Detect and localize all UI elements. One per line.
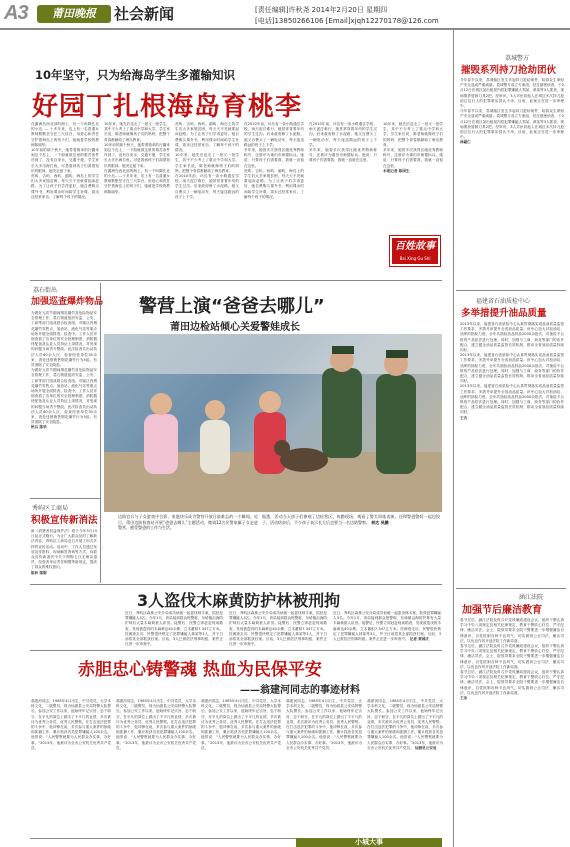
right-divider — [453, 30, 454, 847]
feature-caption-col1 — [118, 514, 258, 550]
lead-paragraph: 10年来，她先后送走了一批又一批学生，其中不少考上了重点中学和大学。学生家长说，陈老师就像孩子们的妈妈，把整个青春都献给了海岛教育。 — [383, 122, 443, 147]
lead-paragraph: 在湄洲岛西北部的海上，有一个叫降孔北的小岛……十多年来，岛上有一名普通女教师默默坚守在三尺讲台，用爱心和责任守护着海岛上的孩子们，她就是学校的教师陈丽华。 — [31, 122, 99, 147]
masthead-rule — [0, 28, 570, 30]
right-low-paragraph: 春节过后，涵江法院及时召开党风廉政建设会议，组织干警认真学习中央八项规定及相关纪律规定，教育干警收心归位、严守纪律、廉洁司法。会上，院领导要求全院干警要进一步增强廉洁自律意识，自觉抵制各种不良风气，切实做到公正司法、廉洁司法，以优良作风开创法院工作新局面。 — [460, 644, 564, 669]
left-mid-tag: 荔石街出 — [33, 287, 58, 294]
theft-rule — [30, 650, 442, 651]
lead-paragraph: 多年来，她曾多次获得区级优秀教师称号，还被评为莆田市师德标兵。她说：只要孩子们需要我，我就一直留在这里。 — [309, 148, 377, 163]
column-logo-pinyin: Bai Xing Gu Shi — [399, 256, 431, 261]
left-low-headline: 积极宣传新消法 — [31, 515, 98, 526]
left-mid-paragraph: 为做好元宵节期间烟花爆竹及危险物品安全管理工作，荔石街道组织安监、公安、工商等部门组成联合检查组，对辖区内烟花爆竹零售点、加油站、液化气站等重点场所开展全面排查。检查中，工作人员详细查看了各单位的安全管理制度、消防器材配备及从业人员持证上岗情况，对发现的问题当场责令整改。此次检查共出动执法人员60余人次，检查经营单位30余家，查处违规销售烟花爆竹行为5起，有效消除了安全隐患。 — [31, 368, 97, 425]
paper-logo-text: 莆田晚报 — [52, 7, 96, 20]
red-story-subhead: ——翁建河同志的事迹材料 — [240, 685, 360, 696]
right-mid-headline: 多举措提升油品质量 — [461, 308, 547, 319]
lead-paragraph: 多年来，她曾多次获得区级优秀教师称号，还被评为莆田市师德标兵。她说：只要孩子们需要我，我就一直留在这里。 — [383, 148, 443, 168]
contact-line: [电话]13850266106 [Email]xjqh12270178@126.com — [255, 17, 439, 25]
left-divider — [100, 283, 101, 583]
footer-banner — [296, 838, 442, 847]
theft-paragraph: 近日，秀屿区森林公安分局成功侦破一起盗伐林木案，抓获犯罪嫌疑人3名。今年1月，该局接到群众报警称，东峤镇沿海防护林有大量木麻黄被人砍伐。接警后，民警立即赶赴现场勘查，发现被盗伐的木麻黄达40余株，立木蓄积7.347立方米。经调查走访，民警很快锁定了犯罪嫌疑人林某等3人，并于日前将其全部抓获归案。目前，3人已被依法刑事拘留，案件正在进一步审查中。 — [125, 611, 223, 647]
theft-byline: 记者 黄国庆 — [409, 637, 429, 642]
feature-photo — [104, 334, 442, 512]
red-paragraph: 翁建河同志，1985年4月出生，中共党员，大学本科文化，二级警员，现为仙游县公安局特警大队警长。参加公安工作以来，他始终牢记宗旨、忠于职守，在平凡的岗位上做出了不平凡的业绩，多次被评为优秀公务员、优秀人民警察。在打击违法犯罪的斗争中，他冲锋在前，多次参与重大案件的侦破和抓捕工作，累计抓获各类犯罪嫌疑人100余名。他常说：“人民警察就要为人民群众办实事、办好事。”2013年，他被评为全市公安机关优秀共产党员。 — [116, 699, 196, 750]
left-low-tag: 秀屿区工商局 — [32, 505, 69, 512]
feature-subhead: 莆田边检站倾心关爱警娃成长 — [170, 322, 300, 333]
child-figure — [144, 393, 178, 474]
red-paragraph: 翁建河同志，1985年4月出生，中共党员，大学本科文化，二级警员，现为仙游县公安局特警大队警长。参加公安工作以来，他始终牢记宗旨、忠于职守，在平凡的岗位上做出了不平凡的业绩，多次被评为优秀公务员、优秀人民警察。在打击违法犯罪的斗争中，他冲锋在前，多次参与重大案件的侦破和抓捕工作，累计抓获各类犯罪嫌疑人100余名。他常说：“人民警察就要为人民群众办实事、办好事。”2013年，他被评为全市公安机关优秀共产党员。 — [201, 699, 281, 750]
lead-kicker: 10年坚守，只为给海岛学生多灌输知识 — [35, 68, 236, 82]
right-top-body — [460, 78, 564, 284]
lead-paragraph: 10年来，她先后送走了一批又一批学生，其中不少考上了重点中学和大学。学生家长说，陈老师就像孩子们的妈妈，把整个青春都献给了海岛教育。 — [104, 122, 170, 142]
theft-body-col1 — [125, 611, 223, 647]
left-mid-paragraph: 为做好元宵节期间烟花爆竹及危险物品安全管理工作，荔石街道组织安监、公安、工商等部门组成联合检查组，对辖区内烟花爆竹零售点、加油站、液化气站等重点场所开展全面排查。检查中，工作人员详细查看了各单位的安全管理制度、消防器材配备及从业人员持证上岗情况，对发现的问题当场责令整改。此次检查共出动执法人员60余人次，检查经营单位30余家，查处违规销售烟花爆竹行为5起，有效消除了安全隐患。 — [31, 311, 97, 368]
red-paragraph: 翁建河同志，1985年4月出生，中共党员，大学本科文化，二级警员，现为仙游县公安局特警大队警长。参加公安工作以来，他始终牢记宗旨、忠于职守，在平凡的岗位上做出了不平凡的业绩，多次被评为优秀公务员、优秀人民警察。在打击违法犯罪的斗争中，他冲锋在前，多次参与重大案件的侦破和抓捕工作，累计抓获各类犯罪嫌疑人100余名。他常说：“人民警察就要为人民群众办实事、办好事。”2013年，他被评为全市公安机关优秀共产党员。 — [367, 699, 443, 750]
feature-caption: 边防官兵与子女游戏中合影，家庭快乐成为警营开放日最难忘的一个瞬间。近日，莆田边防检查站开展“爸爸去哪儿”主题活动，邀请12名民警家属子女走进警营，感受警爸的工作与生活。 — [118, 514, 258, 531]
section-title: 社会新闻 — [114, 5, 175, 23]
left-rule-1 — [30, 280, 442, 281]
lead-paragraph: 在湄洲岛西北部的海上，有一个叫降孔北的小岛……十多年来，岛上有一名普通女教师默默坚守在三尺讲台，用爱心和责任守护着海岛上的孩子们，她就是学校的教师陈丽华。 — [104, 168, 170, 194]
theft-paragraph: 近日，秀屿区森林公安分局成功侦破一起盗伐林木案，抓获犯罪嫌疑人3名。今年1月，该局接到群众报警称，东峤镇沿海防护林有大量木麻黄被人砍伐。接警后，民警立即赶赴现场勘查，发现被盗伐的木麻黄达40余株，立木蓄积7.347立方米。经调查走访，民警很快锁定了犯罪嫌疑人林某等3人，并于日前将其全部抓获归案。目前，3人已被依法刑事拘留，案件正在进一步审查中。 — [333, 611, 441, 642]
lead-byline: 本报记者 陈国生 — [383, 168, 410, 173]
red-byline: 仙游县公安局 — [414, 745, 437, 750]
right-mid-paragraph: 2013年以来，福建省石油质检中心认真贯彻落实成品油质量监管工作要求，多措并举提升全省油品质量。该中心加大对加油站、油库的抽检力度，全年共抽检油品样品2000余批次，对抽检不合格的产品依法进行处理。同时，加强与工商、商务等部门的协作配合，建立健全油品质量监管长效机制，推动全省油品质量持续向好。 — [460, 384, 564, 415]
red-paragraph: 翁建河同志，1985年4月出生，中共党员，大学本科文化，二级警员，现为仙游县公安局特警大队警长。参加公安工作以来，他始终牢记宗旨、忠于职守，在平凡的岗位上做出了不平凡的业绩，多次被评为优秀公务员、优秀人民警察。在打击违法犯罪的斗争中，他冲锋在前，多次参与重大案件的侦破和抓捕工作，累计抓获各类犯罪嫌疑人100余名。他常说：“人民警察就要为人民群众办实事、办好事。”2013年，他被评为全市公安机关优秀共产党员。 — [286, 699, 362, 750]
lead-headline: 好园丁扎根海岛育桃李 — [32, 92, 303, 122]
theft-body-col3 — [333, 611, 441, 647]
mid-rule — [30, 584, 442, 585]
lead-paragraph: 虎屿、吉屿、西屿、湄屿，海岛上的学生们大多家境贫困，每天天不亮就要起床赶路。为了让孩子们学得更好，她自费购买课外书，利用课余时间给学生补课，周末还经常家访，了解每个孩子的情况。 — [244, 168, 304, 199]
column-logo-title: 百姓故事 — [395, 241, 435, 252]
red-body-col2 — [116, 699, 196, 834]
red-body-col1 — [31, 699, 111, 834]
lead-paragraph: 在2010年前，环岛有一条小路通往学校，雨天泥泞难行，她常常背着年幼的学生过沟。后来政府修了水泥路，她又自费买了一辆电动车，每天接送路远的孩子上下学。 — [244, 122, 304, 147]
lead-paragraph: 虎屿、吉屿、西屿、湄屿，海岛上的学生们大多家境贫困，每天天不亮就要起床赶路。为了让孩子们学得更好，她自费购买课外书，利用课余时间给学生补课，周末还经常家访，了解每个孩子的情况。 — [175, 122, 239, 153]
right-top-paragraph: 今年春节以来，荔城辖区发生多起持刀抢劫案件，给群众生命财产安全造成严重威胁。荔城警方成立专案组，经过缜密侦查，于2月12日在城区某出租屋内将犯罪嫌疑人郑某、黄某等3人抓获，现场缴获管制刀具2把。经审讯，3人对伙同他人在城区多次持刀抢劫过往行人的犯罪事实供认不讳。目前，此案正在进一步审理中。 — [460, 109, 564, 140]
red-body-col4 — [286, 699, 362, 834]
lead-paragraph: 在2010年前，环岛有一条小路通往学校，雨天泥泞难行，她常常背着年幼的学生过沟。后来政府修了水泥路，她又自费买了一辆电动车，每天接送路远的孩子上下学。 — [175, 174, 239, 199]
masthead — [0, 0, 570, 48]
red-paragraph: 翁建河同志，1985年4月出生，中共党员，大学本科文化，二级警员，现为仙游县公安局特警大队警长。参加公安工作以来，他始终牢记宗旨、忠于职守，在平凡的岗位上做出了不平凡的业绩，多次被评为优秀公务员、优秀人民警察。在打击违法犯罪的斗争中，他冲锋在前，多次参与重大案件的侦破和抓捕工作，累计抓获各类犯罪嫌疑人100余名。他常说：“人民警察就要为人民群众办实事、办好事。”2013年，他被评为全市公安机关优秀共产党员。 — [31, 699, 111, 750]
feature-byline: 林达 吴鹏 — [371, 519, 389, 525]
page-number: A3 — [4, 2, 28, 24]
left-mid-headline: 加强巡查爆炸物品 — [31, 297, 104, 307]
left-mid-body — [31, 311, 97, 494]
feature-body: 据悉，活动当天孩子们参观了边检营区、执勤现场，观看了警犬训练表演，还和警爸警妈一起包饺子。活动结束后，不少孩子表示长大后也要当一名边防警察。 — [262, 514, 440, 525]
right-low-headline: 加强节后廉洁教育 — [462, 605, 542, 616]
right-mid-paragraph: 2013年以来，福建省石油质检中心认真贯彻落实成品油质量监管工作要求，多措并举提升全省油品质量。该中心加大对加油站、油库的抽检力度，全年共抽检油品样品2000余批次，对抽检不合格的产品依法进行处理。同时，加强与工商、商务等部门的协作配合，建立健全油品质量监管长效机制，推动全省油品质量持续向好。 — [460, 322, 564, 353]
lead-paragraph: 多年来，她曾多次获得区级优秀教师称号，还被评为莆田市师德标兵。她说：只要孩子们需要我，我就一直留在这里。 — [244, 148, 304, 168]
right-mid-body — [460, 322, 564, 582]
right-mid-tag: 福建省石油质检中心 — [476, 298, 531, 305]
red-body-col3 — [201, 699, 281, 834]
lead-body-col6 — [383, 122, 443, 292]
right-top-paragraph: 今年春节以来，荔城辖区发生多起持刀抢劫案件，给群众生命财产安全造成严重威胁。荔城警方成立专案组，经过缜密侦查，于2月12日在城区某出租屋内将犯罪嫌疑人郑某、黄某等3人抓获，现场缴获管制刀具2把。经审讯，3人对伙同他人在城区多次持刀抢劫过往行人的犯罪事实供认不讳。目前，此案正在进一步审理中。 — [460, 78, 564, 109]
right-top-headline: 摧毁系列持刀抢劫团伙 — [461, 65, 557, 76]
right-mid-paragraph: 2013年以来，福建省石油质检中心认真贯彻落实成品油质量监管工作要求，多措并举提升全省油品质量。该中心加大对加油站、油库的抽检力度，全年共抽检油品样品2000余批次，对抽检不合格的产品依法进行处理。同时，加强与工商、商务等部门的协作配合，建立健全油品质量监管长效机制，推动全省油品质量持续向好。 — [460, 353, 564, 384]
left-low-paragraph: 新《消费者权益保护法》将于今年3月15日起正式施行。为让广大群众及时了解新法内容，秀屿区工商局近日开展了形式多样的宣传活动。活动中，工作人员通过发放宣传资料、现场解答咨询等方式，向群众宣传新消法中关于网购七日无理由退货、经营者举证责任倒置等新规定，提高了群众的维权意识。 — [31, 529, 97, 570]
feature-caption-col2 — [262, 514, 440, 550]
right-rule-1 — [456, 290, 566, 291]
theft-paragraph: 近日，秀屿区森林公安分局成功侦破一起盗伐林木案，抓获犯罪嫌疑人3名。今年1月，该局接到群众报警称，东峤镇沿海防护林有大量木麻黄被人砍伐。接警后，民警立即赶赴现场勘查，发现被盗伐的木麻黄达40余株，立木蓄积7.347立方米。经调查走访，民警很快锁定了犯罪嫌疑人林某等3人，并于日前将其全部抓获归案。目前，3人已被依法刑事拘留，案件正在进一步审查中。 — [229, 611, 327, 647]
column-logo — [390, 236, 440, 266]
red-body-col5 — [367, 699, 443, 834]
theft-body-col2 — [229, 611, 327, 647]
lead-paragraph: 10年来，她先后送走了一批又一批学生，其中不少考上了重点中学和大学。学生家长说，陈老师就像孩子们的妈妈，把整个青春都献给了海岛教育。 — [175, 153, 239, 173]
lead-paragraph: 10年前的那个秋天，她带着简单的行囊来到这个岛上，一下船就被这里的艰苦条件吓到了，没有自来水，交通不便，学生家长大多出海打鱼。可是看到孩子们渴望知识的眼神，她决定留下来。 — [104, 142, 170, 168]
paper-logo — [37, 5, 111, 23]
right-low-byline: 王冰 — [460, 696, 468, 701]
left-rule-2 — [30, 498, 100, 499]
editor-line: [责任编辑]许秋尧 2014年2月20日 星期四 — [255, 6, 388, 14]
right-rule-2 — [456, 588, 566, 589]
child-figure — [200, 400, 230, 474]
right-low-paragraph: 春节过后，涵江法院及时召开党风廉政建设会议，组织干警认真学习中央八项规定及相关纪律规定，教育干警收心归位、严守纪律、廉洁司法。会上，院领导要求全院干警要进一步增强廉洁自律意识，自觉抵制各种不良风气，切实做到公正司法、廉洁司法，以优良作风开创法院工作新局面。 — [460, 618, 564, 643]
left-low-body — [31, 529, 97, 581]
theft-headline: 3人盗伐木麻黄防护林被刑拘 — [137, 591, 341, 610]
right-low-paragraph: 春节过后，涵江法院及时召开党风廉政建设会议，组织干警认真学习中央八项规定及相关纪律规定，教育干警收心归位、严守纪律、廉洁司法。会上，院领导要求全院干警要进一步增强廉洁自律意识，自觉抵制各种不良风气，切实做到公正司法、廉洁司法，以优良作风开创法院工作新局面。 — [460, 670, 564, 695]
left-mid-byline: 秋兵 陈华 — [31, 425, 47, 430]
lead-paragraph: 虎屿、吉屿、西屿、湄屿，海岛上的学生们大多家境贫困，每天天不亮就要起床赶路。为了让孩子们学得更好，她自费购买课外书，利用课余时间给学生补课，周末还经常家访，了解每个孩子的情况。 — [31, 174, 99, 199]
right-low-tag: 涵江法院 — [519, 594, 544, 601]
feature-headline: 警营上演“爸爸去哪儿” — [139, 296, 325, 317]
lead-paragraph: 10年前的那个秋天，她带着简单的行囊来到这个岛上，一下船就被这里的艰苦条件吓到了，没有自来水，交通不便，学生家长大多出海打鱼。可是看到孩子们渴望知识的眼神，她决定留下来。 — [31, 148, 99, 173]
feature-photo-illustration — [104, 334, 442, 512]
lead-body-col5 — [309, 122, 377, 292]
right-mid-byline: 王吉 — [460, 415, 468, 420]
footer-banner-text: 小城大事 — [355, 838, 383, 846]
right-low-body — [460, 618, 564, 832]
right-top-byline: 林豪仁 — [460, 140, 471, 145]
lead-paragraph: 在2010年前，环岛有一条小路通往学校，雨天泥泞难行，她常常背着年幼的学生过沟。后来政府修了水泥路，她又自费买了一辆电动车，每天接送路远的孩子上下学。 — [309, 122, 377, 147]
right-top-tag: 荔城警方 — [505, 55, 530, 62]
left-low-byline: 陈仲 陈钢 — [31, 570, 47, 575]
red-story-headline: 赤胆忠心铸警魂 热血为民保平安 — [78, 660, 322, 680]
